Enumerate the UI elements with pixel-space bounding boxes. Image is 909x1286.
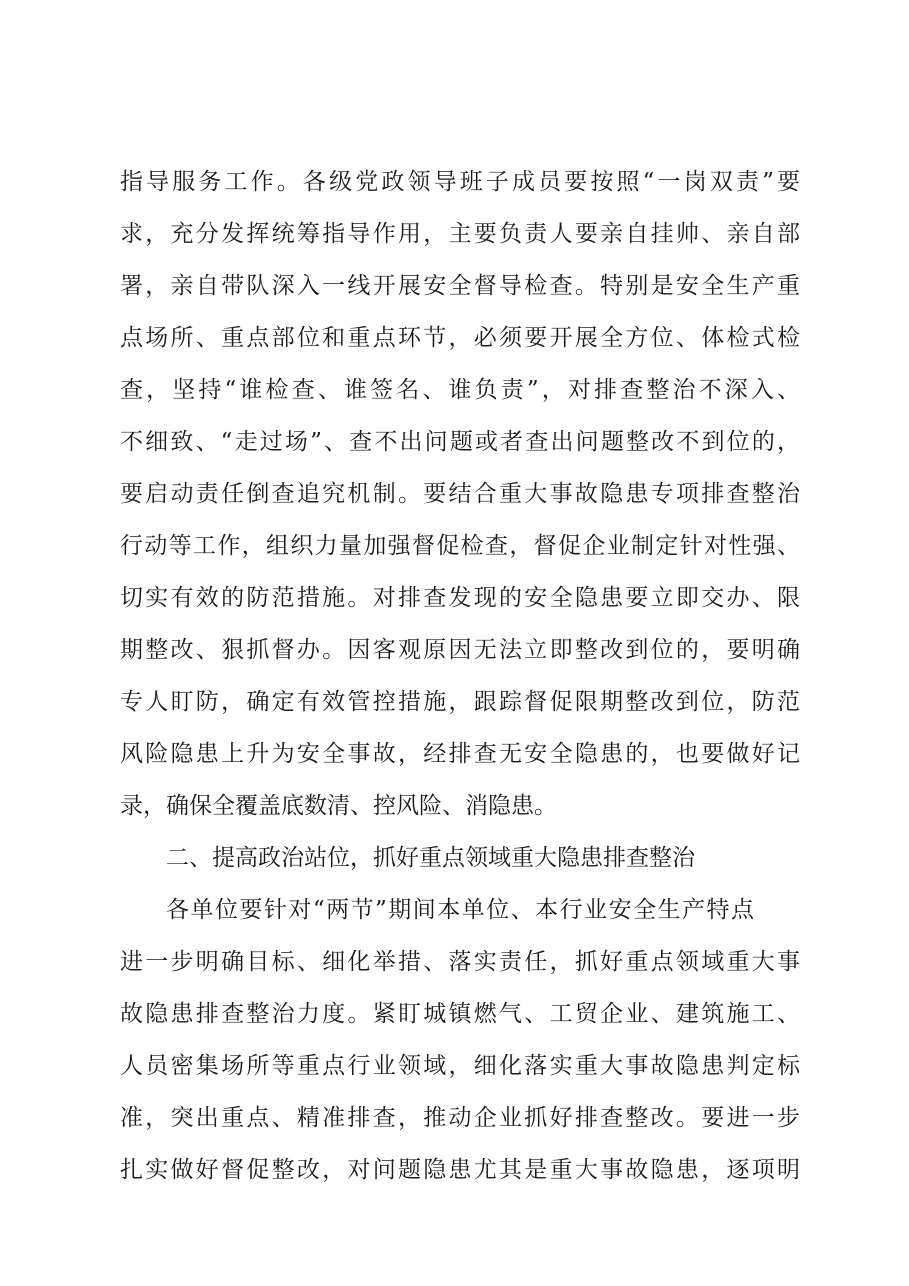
body-text-line: 扎实做好督促整改，对问题隐患尤其是重大事故隐患，逐项明 (120, 1157, 800, 1183)
body-text-line: 求，充分发挥统筹指导作用，主要负责人要亲自挂帅、亲自部 (120, 221, 800, 247)
body-text-line: 人员密集场所等重点行业领域，细化落实重大事故隐患判定标 (120, 1053, 800, 1079)
body-text-line: 要启动责任倒查追究机制。要结合重大事故隐患专项排查整治 (120, 481, 800, 507)
body-text-line: 专人盯防，确定有效管控措施，跟踪督促限期整改到位，防范 (120, 689, 800, 715)
body-text-line: 进一步明确目标、细化举措、落实责任，抓好重点领域重大事 (120, 949, 800, 975)
body-text-line: 署，亲自带队深入一线开展安全督导检查。特别是安全生产重 (120, 273, 800, 299)
body-text-line: 点场所、重点部位和重点环节，必须要开展全方位、体检式检 (120, 325, 800, 351)
body-text-line: 切实有效的防范措施。对排查发现的安全隐患要立即交办、限 (120, 585, 800, 611)
body-text-line: 故隐患排查整治力度。紧盯城镇燃气、工贸企业、建筑施工、 (120, 1001, 800, 1027)
body-text-line: 录，确保全覆盖底数清、控风险、消隐患。 (120, 793, 557, 819)
body-text-line: 各单位要针对“两节”期间本单位、本行业安全生产特点 (166, 897, 754, 923)
body-text-line: 风险隐患上升为安全事故，经排查无安全隐患的，也要做好记 (120, 741, 800, 767)
body-text-line: 行动等工作，组织力量加强督促检查，督促企业制定针对性强、 (120, 533, 800, 559)
body-text-line: 指导服务工作。各级党政领导班子成员要按照“一岗双责”要 (120, 169, 800, 195)
body-text-line: 期整改、狠抓督办。因客观原因无法立即整改到位的，要明确 (120, 637, 800, 663)
body-text-line: 不细致、“走过场”、查不出问题或者查出问题整改不到位的， (120, 429, 800, 455)
body-text-line: 准，突出重点、精准排查，推动企业抓好排查整改。要进一步 (120, 1105, 800, 1131)
section-heading: 二、提高政治站位，抓好重点领域重大隐患排查整治 (166, 845, 695, 871)
body-text-line: 查，坚持“谁检查、谁签名、谁负责”，对排查整治不深入、 (120, 377, 800, 403)
